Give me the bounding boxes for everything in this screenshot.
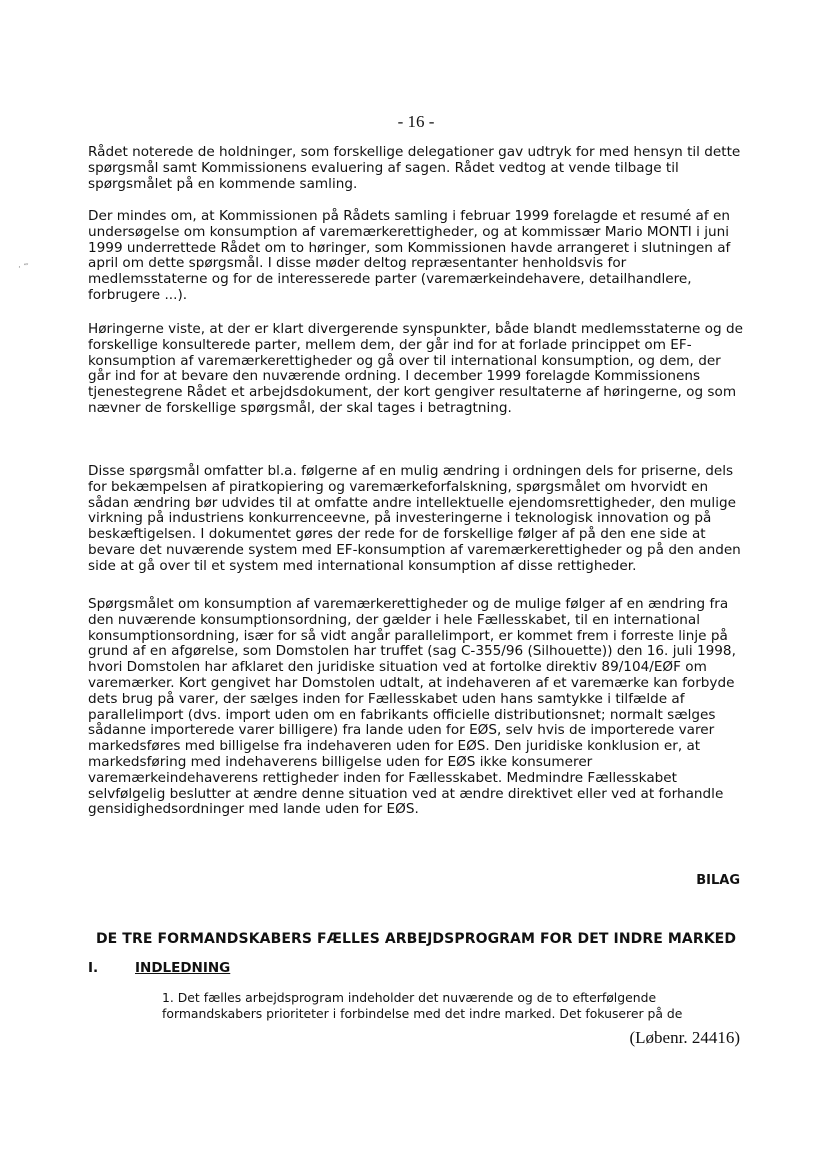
- page-number: - 16 -: [397, 112, 435, 131]
- paragraph-3: Høringerne viste, at der er klart divergerende synspunkter, både blandt medlemsstaterne og de forskellige konsulterede parter, mellem dem, der går ind for at forlade princippet om EF-konsumption af varemærkerettigheder og gå over til international konsumption, og dem, der går ind for at bevare den nuværende ordning. I december 1999 forelagde Kommissionens tjenestegrene Rådet et arbejdsdokument, der kort gengiver resultaterne af høringerne, og som nævner de forskellige spørgsmål, der skal tages i betragtning.: [88, 321, 743, 416]
- annex-heading: DE TRE FORMANDSKABERS FÆLLES ARBEJDSPROGRAM FOR DET INDRE MARKED: [95, 931, 737, 947]
- serial-number: (Løbenr. 24416): [629, 1028, 740, 1047]
- margin-mark: · ‴: [18, 263, 29, 273]
- subparagraph-1: 1. Det fælles arbejdsprogram indeholder det nuværende og de to efterfølgende formandskabers prioriteter i forbindelse med det indre marked. Det fokuserer på de: [162, 990, 683, 1021]
- annex-label: BILAG: [696, 873, 740, 888]
- section-title: INDLEDNING: [135, 960, 231, 976]
- paragraph-4: Disse spørgsmål omfatter bl.a. følgerne af en mulig ændring i ordningen dels for priserne, dels for bekæmpelsen af piratkopiering og varemærkeforfalskning, spørgsmålet om hvorvidt en sådan ændring bør udvides til at omfatte andre intellektuelle ejendomsrettigheder, den mulige virkning på industriens konkurrenceevne, på investeringerne i teknologisk innovation og på beskæftigelsen. I dokumentet gøres der rede for de forskellige følger af på den ene side at bevare det nuværende system med EF-konsumption af varemærkerettigheder og på den anden side at gå over til et system med international konsumption af disse rettigheder.: [88, 463, 741, 574]
- paragraph-1: Rådet noterede de holdninger, som forskellige delegationer gav udtryk for med hensyn til dette spørgsmål samt Kommissionens evaluering af sagen. Rådet vedtog at vende tilbage til spørgsmålet på en kommende samling.: [88, 144, 741, 192]
- paragraph-2: Der mindes om, at Kommissionen på Rådets samling i februar 1999 forelagde et resumé af en undersøgelse om konsumption af varemærkerettigheder, og at kommissær Mario MONTI i juni 1999 underrettede Rådet om to høringer, som Kommissionen havde arrangeret i slutningen af april om dette spørgsmål. I disse møder deltog repræsentanter henholdsvis for medlemsstaterne og for de interesserede parter (varemærkeindehavere, detailhandlere, forbrugere ...).: [88, 208, 731, 303]
- section-number: I.: [88, 960, 99, 976]
- paragraph-5: Spørgsmålet om konsumption af varemærkerettigheder og de mulige følger af en ændring fra den nuværende konsumptionsordning, der gælder i hele Fællesskabet, til en international konsumptionsordning, især for så vidt angår parallelimport, er kommet frem i forreste linje på grund af en afgørelse, som Domstolen har truffet (sag C-355/96 (Silhouette)) den 16. juli 1998, hvori Domstolen har afklaret den juridiske situation ved at fortolke direktiv 89/104/EØF om varemærker. Kort gengivet har Domstolen udtalt, at indehaveren af et varemærke kan forbyde dets brug på varer, der sælges inden for Fællesskabet uden hans samtykke i tilfælde af parallelimport (dvs. import uden om en fabrikants officielle distributionsnet; normalt sælges sådanne importerede varer billigere) fra lande uden for EØS, selv hvis de importerede varer markedsføres med billigelse fra indehaveren uden for EØS. Den juridiske konklusion er, at markedsføring med indehaverens billigelse uden for EØS ikke konsumerer varemærkeindehaverens rettigheder inden for Fællesskabet. Medmindre Fællesskabet selvfølgelig beslutter at ændre denne situation ved at ændre direktivet eller ved at forhandle gensidighedsordninger med lande uden for EØS.: [88, 596, 736, 818]
